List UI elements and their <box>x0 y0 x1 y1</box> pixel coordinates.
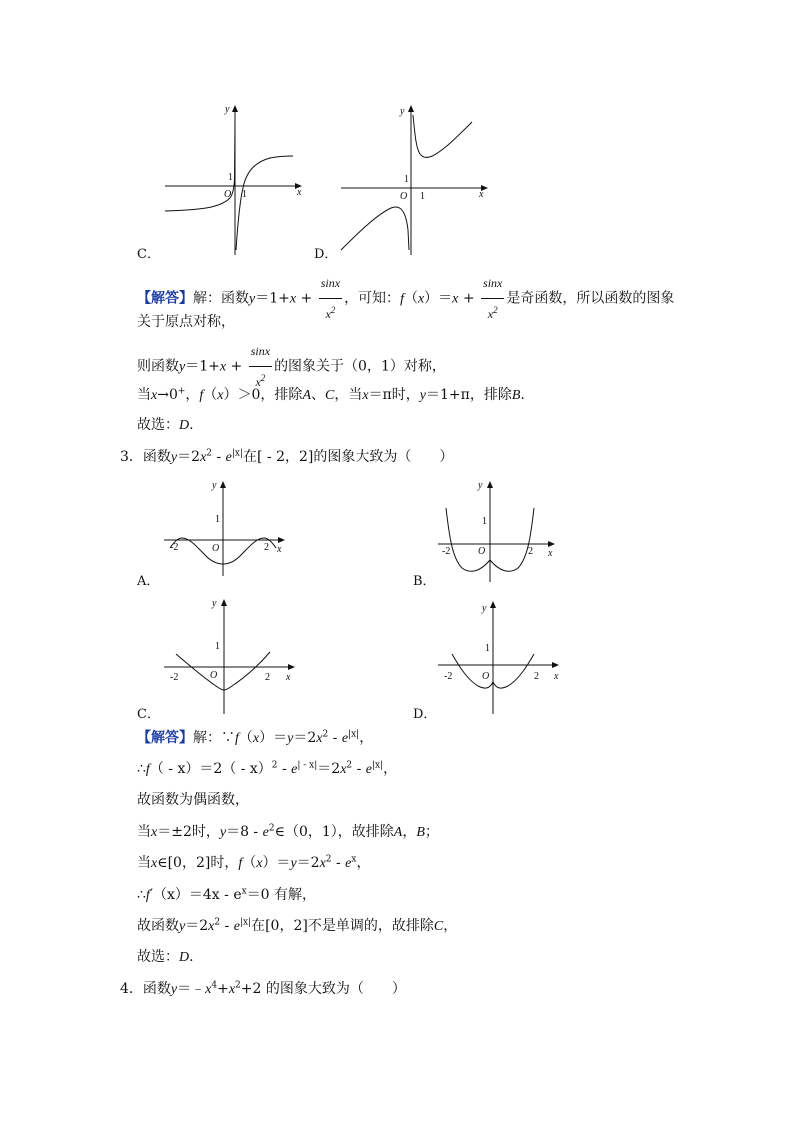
x-axis-label: x <box>286 672 291 683</box>
graph-option-d-q2 <box>336 100 496 260</box>
tick-1-y: 1 <box>215 514 220 525</box>
tick-1-y: 1 <box>485 643 490 654</box>
y-axis-label: y <box>212 480 217 491</box>
y-axis-label: y <box>212 598 217 609</box>
q3-answer-line-6: ∴f′（x）＝4x - $e^x=0$ 有解， <box>137 886 317 903</box>
tick-pos2: 2 <box>534 671 539 682</box>
tick-1-x: 1 <box>420 191 425 202</box>
x-axis-label: x <box>277 544 282 555</box>
q2-answer-line-5: 故选：D. <box>137 417 194 433</box>
q3-answer-line-4: 当x＝±2时，$y=8 - e^2\in(0$，1），故排除A，B； <box>137 823 439 840</box>
tick-pos2: 2 <box>265 672 270 683</box>
origin-label: O <box>212 543 220 554</box>
x-axis-label: x <box>479 189 484 200</box>
q3-answer-line-8: 故选：D. <box>137 949 194 965</box>
option-c-label: C． <box>137 707 160 722</box>
y-axis-label: y <box>482 603 487 614</box>
graph-option-b-q3 <box>436 476 566 586</box>
q3-answer-line-7: 故函数$y=2x^2 - e^{|x|}$在[0，2]不是单调的，故排除C， <box>137 917 458 934</box>
question-4-stem: 4．函数$y=﹣x^4+x^2+2$ 的图象大致为（ ） <box>120 980 406 997</box>
tick-neg2: -2 <box>444 671 453 682</box>
option-b-label: B． <box>413 574 436 589</box>
fraction-sinx-over-x2: $\frac{\sin x}{x^2}$ <box>481 268 504 329</box>
tick-neg2: -2 <box>170 672 179 683</box>
graph-option-d-q3 <box>436 596 566 718</box>
tick-1-y: 1 <box>482 516 487 527</box>
origin-label: O <box>224 189 232 200</box>
y-axis-label: y <box>478 480 483 491</box>
fraction-sinx-over-x2: $\frac{\sin x}{x^2}$ <box>249 336 272 397</box>
question-3-stem: 3．函数$y=2x^2 - e^{|x|}$在[ - 2，2]的图象大致为（ ） <box>120 448 454 465</box>
x-axis-label: x <box>297 187 302 198</box>
graph-option-a-q3 <box>160 476 295 586</box>
origin-label: O <box>482 671 490 682</box>
q2-answer-line-2: 关于原点对称， <box>137 314 235 330</box>
q2-answer-line-3: 则函数y＝1+x + $\frac{\sin x}{x^2}$ 的图象关于（0，1）对称， <box>137 336 446 397</box>
tick-neg2: -2 <box>170 542 179 553</box>
origin-label: O <box>478 546 486 557</box>
q3-answer-line-2: ∴f（ - $x)=2( - x)^2 - e^{| - x|}=2x^2 - e^{|x|}$， <box>137 760 398 777</box>
tick-neg2: -2 <box>442 546 451 557</box>
tick-pos2: 2 <box>264 542 269 553</box>
answer-tag: 【解答】 <box>137 290 193 307</box>
tick-pos2: 2 <box>528 546 533 557</box>
q3-answer-line-1: 【解答】解：$\because f(x)=y=2x^2 - e^{|x|}$， <box>137 729 374 746</box>
y-axis-label: y <box>400 106 405 117</box>
q3-answer-line-5: 当x∈[0，2]时，$f(x)=y=2x^2 - e^x$， <box>137 854 371 871</box>
q2-answer-line-4: 当x→0+，f（x）＞0，排除A、C，当x＝π时，y＝1+π，排除B. <box>137 386 525 403</box>
tick-1-y: 1 <box>404 174 409 185</box>
option-a-label: A． <box>137 574 160 589</box>
graph-option-c-q3 <box>160 594 300 719</box>
answer-tag: 【解答】 <box>137 730 193 746</box>
fraction-sinx-over-x2: $\frac{\sin x}{x^2}$ <box>319 268 342 329</box>
q3-answer-line-3: 故函数为偶函数， <box>137 792 249 808</box>
origin-label: O <box>210 670 218 681</box>
option-c-label: C． <box>137 247 160 262</box>
tick-1-y: 1 <box>228 172 233 183</box>
option-d-label: D． <box>413 707 437 722</box>
x-axis-label: x <box>548 548 553 559</box>
x-axis-label: x <box>554 671 559 682</box>
origin-label: O <box>400 191 408 202</box>
q2-answer-line-1: 【解答】解：函数y＝1+x + $\frac{\sin x}{x^2}$ ，可知：f（x）＝x + $\frac{\sin x}{x^2}$ 是奇函数，所以函数的图象 <box>137 268 674 329</box>
tick-1-y: 1 <box>215 641 220 652</box>
option-d-label: D． <box>314 247 338 262</box>
tick-1-x: 1 <box>242 189 247 200</box>
graph-option-c-q2 <box>160 100 310 260</box>
y-axis-label: y <box>225 104 230 115</box>
